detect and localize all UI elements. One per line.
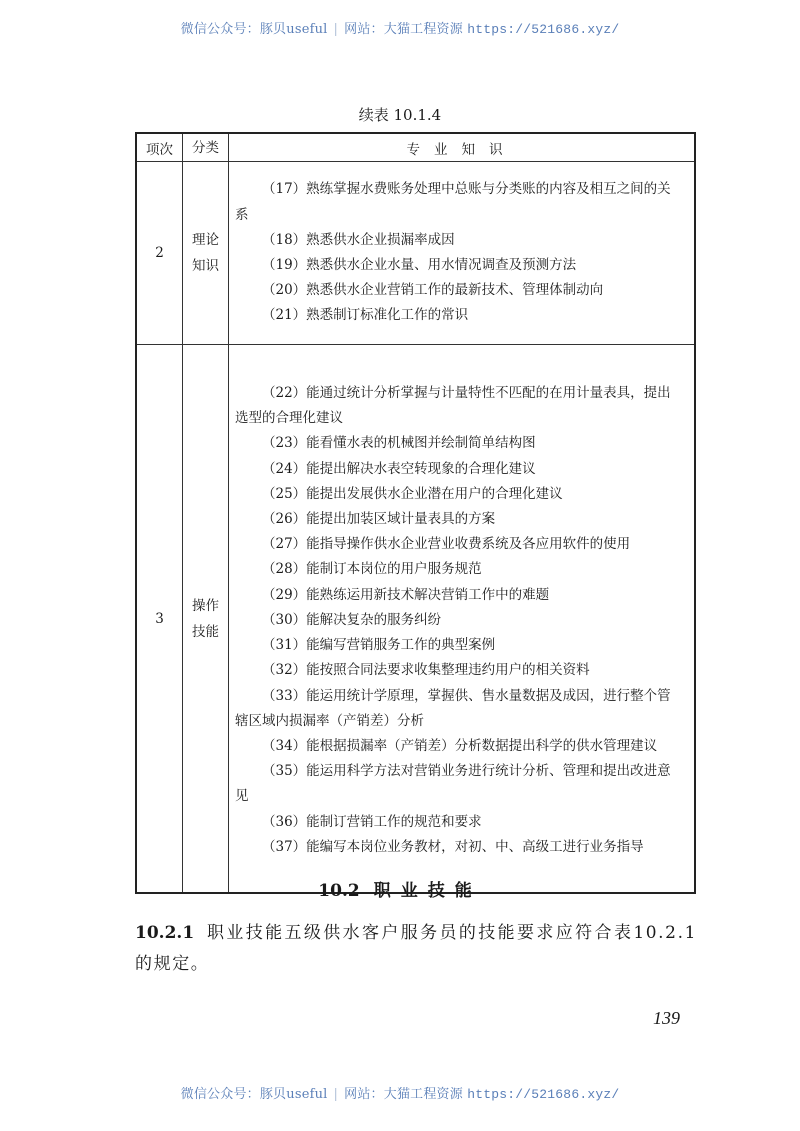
watermark-site-label: 网站：大猫工程资源 xyxy=(344,22,463,37)
table-header-row xyxy=(136,133,695,162)
watermark-url[interactable]: https://521686.xyz/ xyxy=(467,1087,620,1102)
clause-text: 职业技能五级供水客户服务员的技能要求应符合表10.2.1的规定。 xyxy=(135,923,697,974)
table-caption: 续表 10.1.4 xyxy=(358,106,442,124)
header-content: 专业知识 xyxy=(229,133,696,162)
section-number: 10.2 xyxy=(318,881,360,901)
category-line: 理论 xyxy=(192,232,219,248)
list-item: （28）能制订本岗位的用户服务规范 xyxy=(262,561,482,578)
category-line: 知识 xyxy=(192,258,219,274)
row-category xyxy=(183,162,229,345)
knowledge-table xyxy=(135,132,696,894)
page-number: 139 xyxy=(653,1008,680,1028)
clause-number: 10.2.1 xyxy=(135,923,195,943)
list-item: （25）能提出发展供水企业潜在用户的合理化建议 xyxy=(262,485,563,502)
watermark-wechat: 微信公众号：豚贝useful xyxy=(180,22,328,37)
list-item: （26）能提出加装区域计量表具的方案 xyxy=(262,511,496,528)
list-item: （19）熟悉供水企业水量、用水情况调查及预测方法 xyxy=(262,257,577,273)
row-index: 3 xyxy=(136,345,183,894)
row-content xyxy=(229,162,696,345)
header-category: 分类 xyxy=(183,133,229,162)
section-title: 职业技能 xyxy=(373,881,482,901)
list-item: （23）能看懂水表的机械图并绘制简单结构图 xyxy=(262,435,536,452)
watermark-url[interactable]: https://521686.xyz/ xyxy=(467,22,620,37)
list-item: （34）能根据损漏率（产销差）分析数据提出科学的供水管理建议 xyxy=(262,737,658,754)
category-line: 操作 xyxy=(192,597,219,614)
table-row xyxy=(136,345,695,894)
list-item: （18）熟悉供水企业损漏率成因 xyxy=(262,231,455,248)
watermark-header xyxy=(0,18,800,37)
category-line: 技能 xyxy=(192,623,219,640)
section-heading xyxy=(0,876,800,901)
list-item: （31）能编写营销服务工作的典型案例 xyxy=(262,637,496,654)
list-item: （36）能制订营销工作的规范和要求 xyxy=(262,813,482,830)
header-index: 项次 xyxy=(136,133,183,162)
watermark-site-label: 网站：大猫工程资源 xyxy=(344,1087,463,1102)
row-category xyxy=(183,345,229,894)
list-item: （22）能通过统计分析掌握与计量特性不匹配的在用计量表具，提出选型的合理化建议 xyxy=(235,385,671,427)
row-content xyxy=(229,345,696,894)
list-item: （29）能熟练运用新技术解决营销工作中的难题 xyxy=(262,586,550,603)
list-item: （30）能解决复杂的服务纠纷 xyxy=(262,611,442,628)
watermark-separator: | xyxy=(333,22,339,37)
watermark-footer xyxy=(0,1083,800,1102)
list-item: （24）能提出解决水表空转现象的合理化建议 xyxy=(262,460,536,477)
row-index: 2 xyxy=(136,162,183,345)
list-item: （17）熟练掌握水费账务处理中总账与分类账的内容及相互之间的关系 xyxy=(235,181,671,223)
clause-paragraph xyxy=(135,918,697,980)
list-item: （37）能编写本岗位业务教材，对初、中、高级工进行业务指导 xyxy=(262,838,644,855)
list-item: （27）能指导操作供水企业营业收费系统及各应用软件的使用 xyxy=(262,536,631,553)
watermark-separator: | xyxy=(333,1087,339,1102)
list-item: （20）熟悉供水企业营销工作的最新技术、管理体制动向 xyxy=(262,282,604,299)
list-item: （21）熟悉制订标准化工作的常识 xyxy=(262,307,469,324)
list-item: （35）能运用科学方法对营销业务进行统计分析、管理和提出改进意见 xyxy=(235,763,671,805)
table-row xyxy=(136,162,695,345)
list-item: （32）能按照合同法要求收集整理违约用户的相关资料 xyxy=(262,662,590,679)
list-item: （33）能运用统计学原理，掌握供、售水量数据及成因，进行整个管辖区域内损漏率（产销差）分析 xyxy=(235,687,671,729)
watermark-wechat: 微信公众号：豚贝useful xyxy=(180,1087,328,1102)
